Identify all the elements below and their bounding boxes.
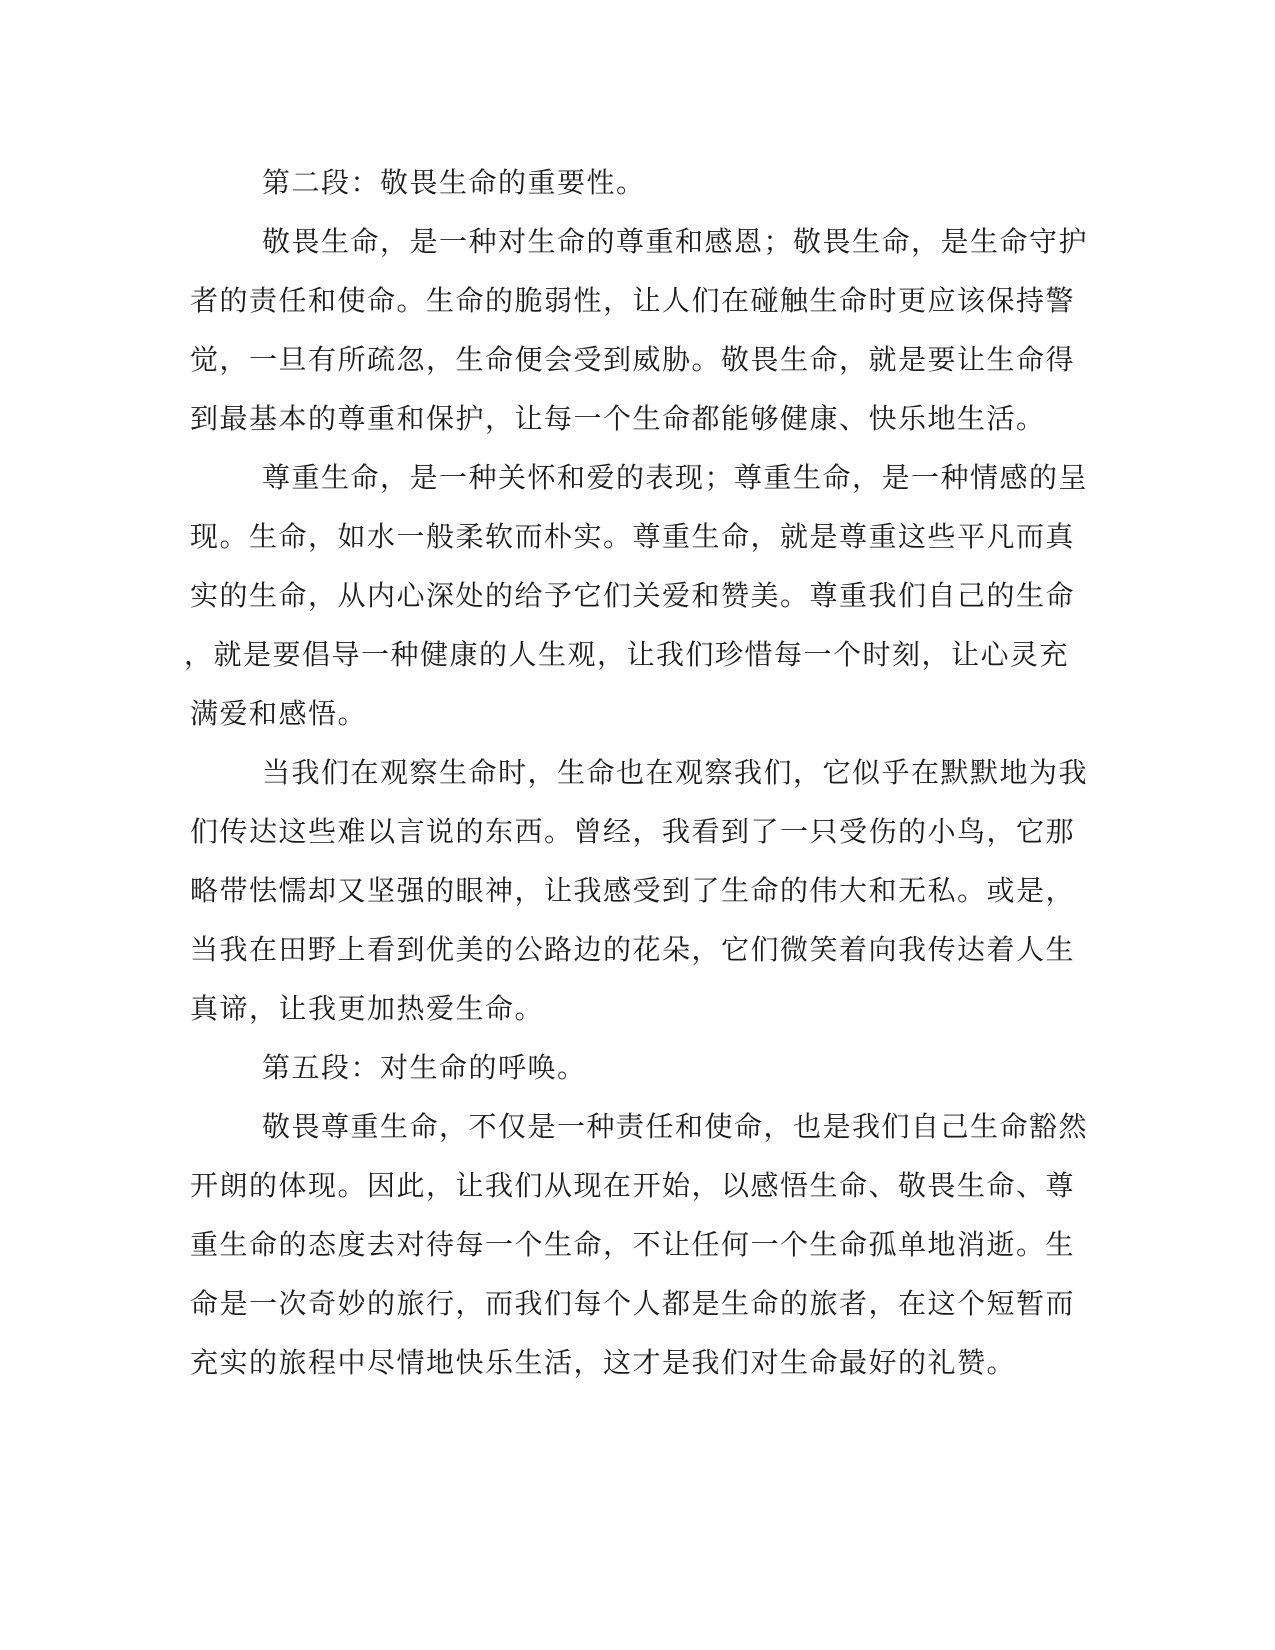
paragraph-line: 重生命的态度去对待每一个生命，不让任何一个生命孤单地消逝。生	[190, 1228, 1076, 1261]
paragraph-line: 觉，一旦有所疏忽，生命便会受到威胁。敬畏生命，就是要让生命得	[190, 343, 1076, 376]
paragraph-line: 满爱和感悟。	[190, 697, 368, 730]
paragraph-line: 略带怯懦却又坚强的眼神，让我感受到了生命的伟大和无私。或是，	[190, 874, 1076, 907]
paragraph-line: ，就是要倡导一种健康的人生观，让我们珍惜每一个时刻，让心灵充	[184, 638, 1070, 671]
paragraph-line: 现。生命，如水一般柔软而朴实。尊重生命，就是尊重这些平凡而真	[190, 520, 1076, 553]
paragraph-line: 真谛，让我更加热爱生命。	[190, 992, 545, 1025]
paragraph-line: 实的生命，从内心深处的给予它们关爱和赞美。尊重我们自己的生命	[190, 579, 1076, 612]
paragraph-line: 开朗的体现。因此，让我们从现在开始，以感悟生命、敬畏生命、尊	[190, 1169, 1076, 1202]
section-heading: 第二段：敬畏生命的重要性。	[262, 166, 646, 199]
paragraph-line: 者的责任和使命。生命的脆弱性，让人们在碰触生命时更应该保持警	[190, 284, 1076, 317]
paragraph-line: 到最基本的尊重和保护，让每一个生命都能够健康、快乐地生活。	[190, 402, 1046, 435]
paragraph-line: 充实的旅程中尽情地快乐生活，这才是我们对生命最好的礼赞。	[190, 1346, 1017, 1379]
paragraph-line: 命是一次奇妙的旅行，而我们每个人都是生命的旅者，在这个短暂而	[190, 1287, 1076, 1320]
paragraph-line: 们传达这些难以言说的东西。曾经，我看到了一只受伤的小鸟，它那	[190, 815, 1076, 848]
paragraph-line: 当我在田野上看到优美的公路边的花朵，它们微笑着向我传达着人生	[190, 933, 1076, 966]
paragraph-line: 敬畏尊重生命，不仅是一种责任和使命，也是我们自己生命豁然	[262, 1110, 1089, 1143]
paragraph-line: 尊重生命，是一种关怀和爱的表现；尊重生命，是一种情感的呈	[262, 461, 1089, 494]
paragraph-line: 敬畏生命，是一种对生命的尊重和感恩；敬畏生命，是生命守护	[262, 225, 1089, 258]
section-heading: 第五段：对生命的呼唤。	[262, 1051, 587, 1084]
paragraph-line: 当我们在观察生命时，生命也在观察我们，它似乎在默默地为我	[262, 756, 1089, 789]
